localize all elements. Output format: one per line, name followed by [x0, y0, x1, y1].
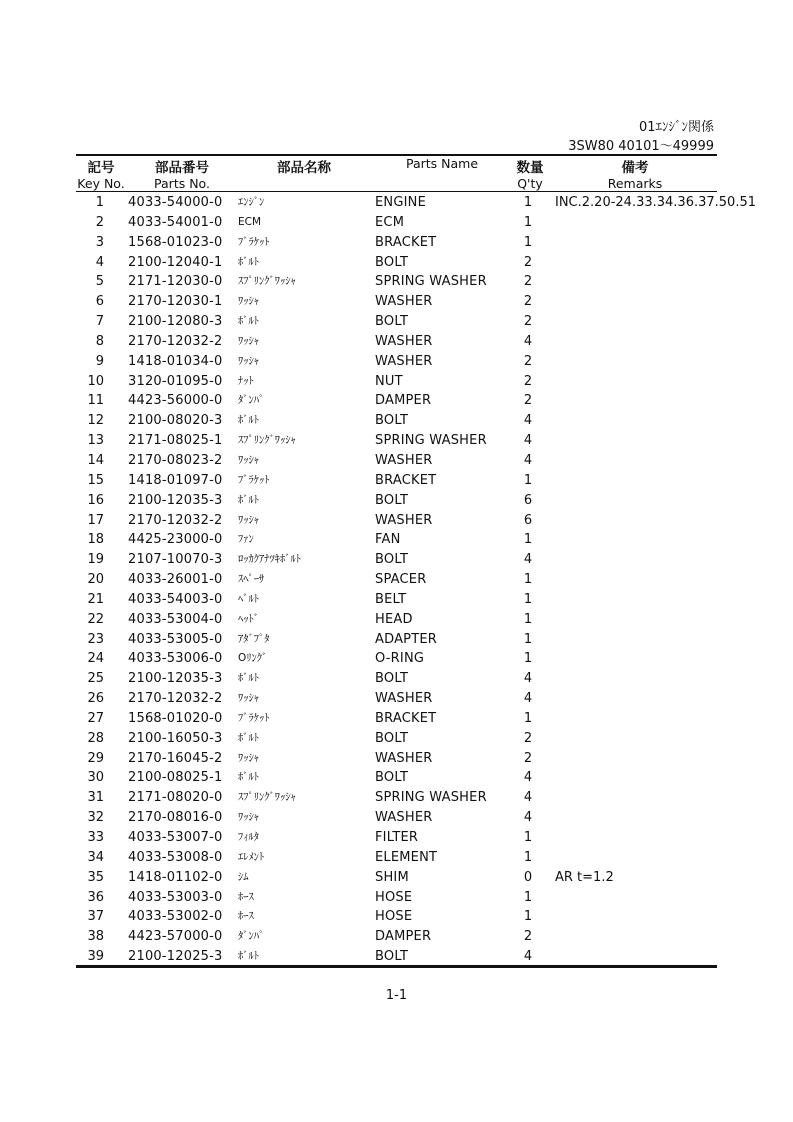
row-key-no: 14	[87, 452, 104, 468]
row-key-no: 34	[87, 849, 104, 865]
row-name-en: BRACKET	[375, 234, 437, 250]
row-name-en: BOLT	[375, 949, 409, 965]
row-key-no: 39	[87, 949, 104, 965]
row-qty: 2	[523, 929, 533, 945]
row-name-en: BRACKET	[375, 472, 437, 488]
row-qty: 1	[523, 849, 533, 865]
row-part-no: 4033-53007-0	[128, 830, 223, 845]
table-row	[76, 868, 717, 888]
row-key-no: 35	[87, 869, 104, 885]
row-name-jp: ﾜｯｼｬ	[238, 453, 259, 466]
row-qty: 4	[523, 671, 533, 687]
row-name-jp: ﾎﾞﾙﾄ	[238, 315, 259, 328]
table-row	[76, 372, 717, 392]
row-qty: 4	[523, 691, 533, 707]
table-row	[76, 530, 717, 550]
table-row	[76, 193, 756, 213]
row-key-no: 8	[95, 333, 104, 349]
row-name-jp: ｴﾚﾒﾝﾄ	[238, 850, 265, 863]
row-remarks: INC.2.20-24.33.34.36.37.50.51	[555, 195, 756, 210]
row-name-jp: ﾜｯｼｬ	[238, 513, 259, 526]
row-name-en: WASHER	[375, 750, 433, 766]
row-qty: 1	[523, 651, 533, 667]
table-row	[76, 312, 717, 332]
table-row	[76, 669, 717, 689]
row-name-jp: ﾌﾞﾗｹｯﾄ	[238, 473, 270, 486]
row-qty: 1	[523, 611, 533, 627]
row-name-jp: ﾜｯｼｬ	[238, 334, 259, 347]
row-name-jp: ﾜｯｼｬ	[238, 811, 259, 824]
table-row	[76, 828, 717, 848]
table-row	[76, 768, 717, 788]
row-key-no: 4	[95, 254, 104, 270]
header-name-en: Parts Name	[405, 156, 479, 171]
row-name-jp: ﾎﾞﾙﾄ	[238, 950, 259, 963]
table-row	[76, 907, 717, 927]
row-key-no: 28	[87, 730, 104, 746]
row-name-en: BOLT	[375, 492, 409, 508]
row-key-no: 23	[87, 631, 104, 647]
row-part-no: 2100-12035-3	[128, 671, 223, 687]
row-key-no: 31	[87, 790, 104, 806]
row-qty: 1	[523, 591, 533, 607]
row-qty: 1	[523, 195, 533, 210]
row-name-jp: ﾎﾞﾙﾄ	[238, 414, 259, 427]
row-name-en: BOLT	[375, 552, 409, 568]
row-qty: 1	[523, 830, 533, 845]
row-qty: 4	[523, 413, 533, 429]
row-part-no: 4425-23000-0	[128, 532, 223, 548]
table-row	[76, 590, 717, 610]
row-qty: 2	[523, 353, 533, 369]
row-qty: 4	[523, 452, 533, 468]
row-name-en: SPRING WASHER	[375, 274, 487, 290]
header-part-en: Parts No.	[154, 176, 210, 191]
row-name-en: BOLT	[375, 254, 409, 270]
section-title: 01ｴﾝｼﾞﾝ関係	[638, 120, 714, 135]
row-part-no: 4033-53006-0	[128, 651, 223, 667]
row-name-jp: ﾍﾞﾙﾄ	[238, 592, 259, 605]
table-row	[76, 689, 717, 709]
row-name-jp: ECM	[238, 215, 262, 228]
row-name-en: ADAPTER	[375, 631, 437, 647]
row-key-no: 25	[87, 671, 104, 687]
row-part-no: 3120-01095-0	[128, 373, 223, 389]
row-qty: 1	[523, 234, 533, 250]
row-key-no: 1	[95, 195, 104, 210]
row-part-no: 4033-53004-0	[128, 611, 223, 627]
row-part-no: 4423-57000-0	[128, 929, 223, 945]
table-row	[76, 630, 717, 650]
table-row	[76, 749, 717, 769]
row-name-jp: ｽﾌﾟﾘﾝｸﾞﾜｯｼｬ	[238, 275, 296, 288]
row-name-en: BELT	[375, 591, 407, 607]
row-key-no: 33	[87, 830, 104, 845]
row-part-no: 2170-12032-2	[128, 691, 223, 707]
row-name-jp: ﾎﾞﾙﾄ	[238, 255, 259, 268]
row-qty: 4	[523, 333, 533, 349]
row-key-no: 24	[87, 651, 104, 667]
row-part-no: 4033-53005-0	[128, 631, 223, 647]
header-key-jp: 記号	[87, 160, 115, 176]
row-name-en: HEAD	[375, 611, 413, 627]
row-key-no: 12	[87, 413, 104, 429]
row-key-no: 6	[95, 294, 104, 310]
row-name-jp: ｽﾌﾟﾘﾝｸﾞﾜｯｼｬ	[238, 791, 296, 804]
row-key-no: 11	[87, 393, 104, 409]
row-name-en: SPRING WASHER	[375, 433, 487, 449]
row-remarks: AR t=1.2	[555, 869, 614, 885]
row-qty: 2	[523, 373, 533, 389]
row-key-no: 18	[87, 532, 104, 548]
row-qty: 4	[523, 790, 533, 806]
row-part-no: 4033-54003-0	[128, 591, 223, 607]
row-key-no: 38	[87, 929, 104, 945]
row-qty: 2	[523, 254, 533, 270]
row-qty: 1	[523, 631, 533, 647]
row-part-no: 4033-26001-0	[128, 572, 223, 588]
row-name-en: ENGINE	[375, 195, 426, 210]
row-qty: 1	[523, 532, 533, 548]
table-row	[76, 491, 717, 511]
row-name-jp: ﾜｯｼｬ	[238, 295, 259, 308]
row-qty: 4	[523, 770, 533, 786]
row-name-en: WASHER	[375, 333, 433, 349]
table-row	[76, 511, 717, 531]
row-name-en: WASHER	[375, 810, 433, 826]
row-name-en: ELEMENT	[375, 849, 438, 865]
row-key-no: 20	[87, 572, 104, 588]
row-part-no: 2171-12030-0	[128, 274, 223, 290]
header-qty-en: Q'ty	[517, 176, 543, 191]
row-part-no: 2170-12032-2	[128, 333, 223, 349]
table-row	[76, 451, 717, 471]
row-name-en: HOSE	[375, 889, 413, 905]
row-part-no: 4033-53008-0	[128, 849, 223, 865]
row-name-jp: ｼﾑ	[238, 870, 249, 883]
row-key-no: 13	[87, 433, 104, 449]
row-name-en: SPRING WASHER	[375, 790, 487, 806]
row-name-en: SPACER	[375, 572, 427, 588]
row-qty: 2	[523, 393, 533, 409]
row-name-en: WASHER	[375, 353, 433, 369]
row-name-en: HOSE	[375, 909, 413, 925]
row-name-en: WASHER	[375, 294, 433, 310]
row-qty: 1	[523, 889, 533, 905]
table-row	[76, 332, 717, 352]
row-name-jp: Oﾘﾝｸﾞ	[238, 652, 268, 665]
table-header-rule	[76, 191, 717, 192]
row-part-no: 2171-08025-1	[128, 433, 223, 449]
table-row	[76, 888, 717, 908]
row-key-no: 3	[95, 234, 104, 250]
serial-range: 3SW80 40101～49999	[568, 139, 714, 154]
row-key-no: 2	[95, 214, 104, 230]
row-name-en: DAMPER	[375, 929, 432, 945]
row-name-jp: ﾌｧﾝ	[238, 533, 254, 546]
row-part-no: 2100-12025-3	[128, 949, 223, 965]
row-qty: 2	[523, 750, 533, 766]
row-part-no: 2170-12032-2	[128, 512, 223, 528]
row-name-en: NUT	[375, 373, 403, 389]
row-qty: 1	[523, 472, 533, 488]
row-name-jp: ｽﾍﾟｰｻ	[238, 573, 265, 586]
table-row	[76, 808, 717, 828]
row-part-no: 2170-08023-2	[128, 452, 223, 468]
table-row	[76, 233, 717, 253]
row-name-jp: ﾎｰｽ	[238, 910, 254, 923]
row-key-no: 30	[87, 770, 104, 786]
row-qty: 1	[523, 909, 533, 925]
row-qty: 6	[523, 512, 533, 528]
row-part-no: 2171-08020-0	[128, 790, 223, 806]
row-key-no: 32	[87, 810, 104, 826]
table-row	[76, 550, 717, 570]
row-name-jp: ﾜｯｼｬ	[238, 751, 259, 764]
row-name-en: SHIM	[375, 869, 409, 885]
parts-table-body	[76, 193, 756, 967]
row-name-en: DAMPER	[375, 393, 432, 409]
row-qty: 4	[523, 810, 533, 826]
row-name-en: BOLT	[375, 730, 409, 746]
header-key-en: Key No.	[77, 176, 125, 191]
row-name-jp: ﾍｯﾄﾞ	[238, 612, 259, 625]
table-row	[76, 391, 717, 411]
row-qty: 2	[523, 730, 533, 746]
row-name-jp: ﾅｯﾄ	[238, 374, 254, 387]
row-name-jp: ﾛｯｶｸｱﾅﾂｷﾎﾞﾙﾄ	[238, 553, 301, 566]
table-row	[76, 927, 717, 947]
row-name-jp: ﾌﾞﾗｹｯﾄ	[238, 711, 270, 724]
row-name-en: BRACKET	[375, 710, 437, 726]
row-part-no: 4033-53002-0	[128, 909, 223, 925]
row-name-jp: ﾎﾞﾙﾄ	[238, 672, 259, 685]
row-part-no: 4033-53003-0	[128, 889, 223, 905]
row-part-no: 1418-01034-0	[128, 353, 223, 369]
row-key-no: 15	[87, 472, 104, 488]
row-part-no: 4423-56000-0	[128, 393, 223, 409]
page-number: 1-1	[385, 988, 408, 1003]
row-part-no: 2100-08020-3	[128, 413, 223, 429]
row-name-jp: ﾀﾞﾝﾊﾟ	[238, 930, 265, 943]
row-part-no: 1418-01102-0	[128, 869, 223, 885]
table-row	[76, 788, 717, 808]
row-key-no: 16	[87, 492, 104, 508]
row-part-no: 2170-16045-2	[128, 750, 223, 766]
table-row	[76, 709, 717, 729]
row-part-no: 2100-12035-3	[128, 492, 223, 508]
row-qty: 6	[523, 492, 533, 508]
row-name-en: ECM	[375, 214, 405, 230]
row-key-no: 27	[87, 710, 104, 726]
row-key-no: 36	[87, 889, 104, 905]
row-key-no: 21	[87, 591, 104, 607]
row-name-en: WASHER	[375, 512, 433, 528]
table-row	[76, 352, 717, 372]
row-qty: 1	[523, 572, 533, 588]
table-row	[76, 431, 717, 451]
row-name-en: WASHER	[375, 452, 433, 468]
table-row	[76, 272, 717, 292]
row-name-en: O-RING	[375, 651, 425, 667]
row-name-en: BOLT	[375, 413, 409, 429]
row-key-no: 9	[95, 353, 104, 369]
table-row	[76, 292, 717, 312]
row-key-no: 29	[87, 750, 104, 766]
table-row	[76, 947, 717, 967]
row-name-jp: ﾎﾞﾙﾄ	[238, 771, 259, 784]
row-name-jp: ｱﾀﾞﾌﾟﾀ	[238, 632, 270, 645]
table-row	[76, 610, 717, 630]
row-key-no: 5	[95, 274, 104, 290]
row-qty: 4	[523, 433, 533, 449]
row-part-no: 1418-01097-0	[128, 472, 223, 488]
header-remarks-jp: 備考	[621, 160, 649, 176]
row-part-no: 1568-01023-0	[128, 234, 223, 250]
row-key-no: 19	[87, 552, 104, 568]
table-row	[76, 213, 717, 233]
row-name-jp: ﾎﾞﾙﾄ	[238, 731, 259, 744]
table-row	[76, 729, 717, 749]
row-qty: 2	[523, 314, 533, 330]
row-part-no: 2100-16050-3	[128, 730, 223, 746]
row-name-jp: ﾜｯｼｬ	[238, 692, 259, 705]
row-name-en: FILTER	[375, 830, 419, 845]
row-part-no: 2100-12040-1	[128, 254, 223, 270]
header-part-jp: 部品番号	[155, 160, 209, 176]
row-part-no: 1568-01020-0	[128, 710, 223, 726]
row-part-no: 2170-12030-1	[128, 294, 223, 310]
row-key-no: 22	[87, 611, 104, 627]
row-part-no: 2170-08016-0	[128, 810, 223, 826]
row-key-no: 10	[87, 373, 104, 389]
row-name-jp: ﾜｯｼｬ	[238, 354, 259, 367]
row-name-jp: ﾎﾞﾙﾄ	[238, 493, 259, 506]
row-part-no: 2100-12080-3	[128, 314, 223, 330]
row-part-no: 4033-54001-0	[128, 214, 223, 230]
row-qty: 2	[523, 294, 533, 310]
row-name-jp: ﾎｰｽ	[238, 890, 254, 903]
row-name-en: WASHER	[375, 691, 433, 707]
table-row	[76, 848, 717, 868]
row-key-no: 26	[87, 691, 104, 707]
table-row	[76, 253, 717, 273]
header-remarks-en: Remarks	[607, 176, 663, 191]
table-row	[76, 649, 717, 669]
row-name-jp: ｽﾌﾟﾘﾝｸﾞﾜｯｼｬ	[238, 434, 296, 447]
row-name-jp: ﾀﾞﾝﾊﾟ	[238, 394, 265, 407]
row-name-en: BOLT	[375, 671, 409, 687]
row-part-no: 4033-54000-0	[128, 195, 223, 210]
header-qty-jp: 数量	[516, 160, 544, 176]
row-qty: 4	[523, 949, 533, 965]
row-key-no: 7	[95, 314, 104, 330]
row-name-en: BOLT	[375, 314, 409, 330]
row-qty: 0	[523, 869, 533, 885]
table-row	[76, 411, 717, 431]
row-name-jp: ｴﾝｼﾞﾝ	[238, 196, 265, 208]
row-qty: 1	[523, 710, 533, 726]
row-name-jp: ﾌﾞﾗｹｯﾄ	[238, 235, 270, 248]
row-qty: 2	[523, 274, 533, 290]
row-name-jp: ﾌｨﾙﾀ	[238, 831, 259, 843]
row-part-no: 2100-08025-1	[128, 770, 223, 786]
row-name-en: FAN	[375, 532, 401, 548]
row-name-en: BOLT	[375, 770, 409, 786]
header-name-jp: 部品名称	[277, 160, 331, 176]
row-key-no: 37	[87, 909, 104, 925]
row-key-no: 17	[87, 512, 104, 528]
row-part-no: 2107-10070-3	[128, 552, 223, 568]
table-row	[76, 471, 717, 491]
table-bottom-rule	[76, 965, 717, 968]
table-row	[76, 570, 717, 590]
row-qty: 1	[523, 214, 533, 230]
row-qty: 4	[523, 552, 533, 568]
